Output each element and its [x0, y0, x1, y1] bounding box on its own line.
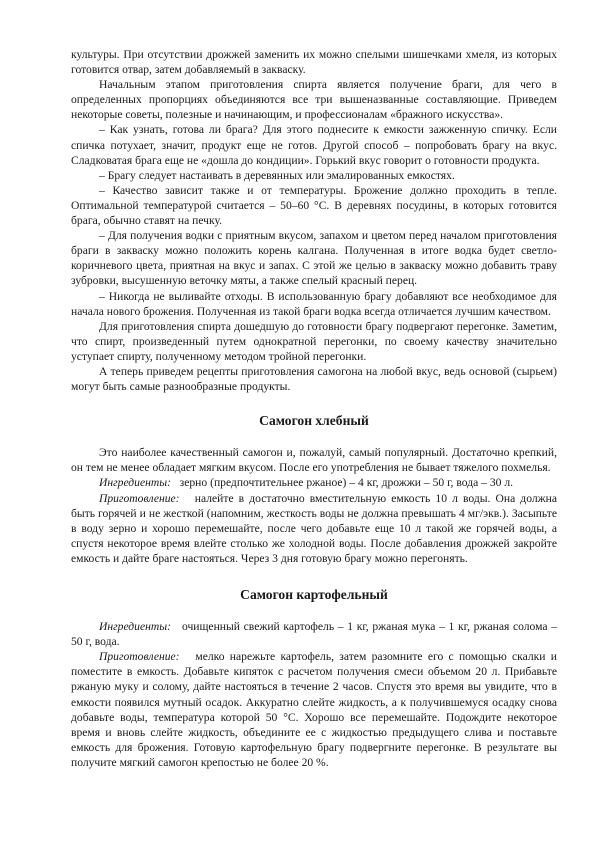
recipe-ingredients: [71, 475, 557, 490]
preparation-label: Приготовление:: [99, 491, 180, 505]
ingredients-label: Ингредиенты:: [99, 620, 171, 634]
ingredients-label: Ингредиенты:: [99, 476, 171, 490]
paragraph: Начальным этапом приготовления спирта является получение браги, для чего в определенных пропорциях объединяются все три вышеназванные составляющие. Приведем некоторые советы, полезные и начинающим, и профессионалам «бражного искусства».: [71, 78, 557, 122]
ingredients-text: очищенный свежий картофель – 1 кг, ржаная мука – 1 кг, ржаная солома – 50 г, вода.: [71, 620, 557, 649]
recipe-ingredients: [71, 619, 557, 649]
recipe-preparation: [71, 649, 557, 770]
section-heading: Самогон картофельный: [240, 587, 388, 602]
ingredients-text: зерно (предпочтительнее ржаное) – 4 кг, дрожжи – 50 г, вода – 30 л.: [179, 476, 514, 490]
paragraph: – Никогда не выливайте отходы. В использованную брагу добавляют все необходимое для начала нового брожения. Полученная из такой браги водка всегда отличается лучшим качеством.: [71, 289, 557, 318]
section-heading: Самогон хлебный: [259, 413, 369, 429]
preparation-label: Приготовление:: [99, 650, 180, 664]
paragraph: – Для получения водки с приятным вкусом, запахом и цветом перед началом приготовления браги в закваску можно положить корень калгана. Полученная в итоге водка будет светло-коричневого цвета, приятная на вкус и запах. С этой же целью в закваску можно добавить траву зубровки, высушенную веточку мяты, а также спелый красный перец.: [71, 229, 557, 288]
paragraph: – Брагу следует настаивать в деревянных или эмалированных емкостях.: [99, 168, 455, 182]
paragraph: А теперь приведем рецепты приготовления самогона на любой вкус, ведь основой (сырьем) могут быть самые разнообразные продукты.: [71, 364, 557, 394]
document-page: [71, 47, 557, 770]
paragraph: – Качество зависит также и от температуры. Брожение должно проходить в тепле. Оптимальной температурой считается – 50–60 °С. В деревнях посудины, в которых готовится брага, обычно ставят на печку.: [71, 183, 557, 228]
paragraph: Для приготовления спирта дошедшую до готовности брагу подвергают перегонке. Заметим, что спирт, произведенный путем однократной перегонки, по своему качеству значительно уступает спирту, полученному методом тройной перегонки.: [71, 319, 557, 363]
paragraph: культуры. При отсутствии дрожжей заменить их можно спелыми шишечками хмеля, из которых готовится отвар, затем добавляемый в закваску.: [71, 48, 557, 77]
recipe-preparation: [71, 491, 557, 566]
recipe-description: Это наиболее качественный самогон и, пожалуй, самый популярный. Достаточно крепкий, он тем не менее обладает мягким вкусом. После его употребления не бывает тяжелого похмелья.: [71, 446, 557, 475]
preparation-text: налейте в достаточно вместительную емкость 10 л воды. Она должна быть горячей и не жесткой (напомним, жесткость воды не должна превышать 4 мг/экв.). Засыпьте в воду зерно и хорошо перемешайте, после чего добавьте еще 10 л такой же горячей воды, а спустя некоторое время влейте столько же холодной воды. После добавления дрожжей закройте емкость и дайте браге настояться. Через 3 дня готовую брагу можно перегонять.: [71, 491, 557, 565]
paragraph: – Как узнать, готова ли брага? Для этого поднесите к емкости зажженную спичку. Если спичка потухает, значит, продукт еще не готов. Другой способ – попробовать брагу на вкус. Сладковатая брага еще не «дошла до кондиции». Горький вкус говорит о готовности продукта.: [71, 123, 557, 167]
preparation-text: мелко нарежьте картофель, затем разомните его с помощью скалки и поместите в емкость. Добавьте кипяток с расчетом получения смеси объемом 20 л. Прибавьте ржаную муку и солому, дайте настояться в течение 2 часов. Спустя это время вы увидите, что в емкости появился мутный осадок. Аккуратно слейте жидкость, а к получившемуся осадку снова добавьте воды, температура которой 50 °С. Хорошо все перемешайте. Подождите некоторое время и вновь слейте жидкость, объедините ее с жидкостью предыдущего слива и поставьте емкость для брожения. Готовую картофельную брагу подвергните перегонке. В результате вы получите мягкий самогон крепостью не более 20 %.: [71, 650, 557, 769]
